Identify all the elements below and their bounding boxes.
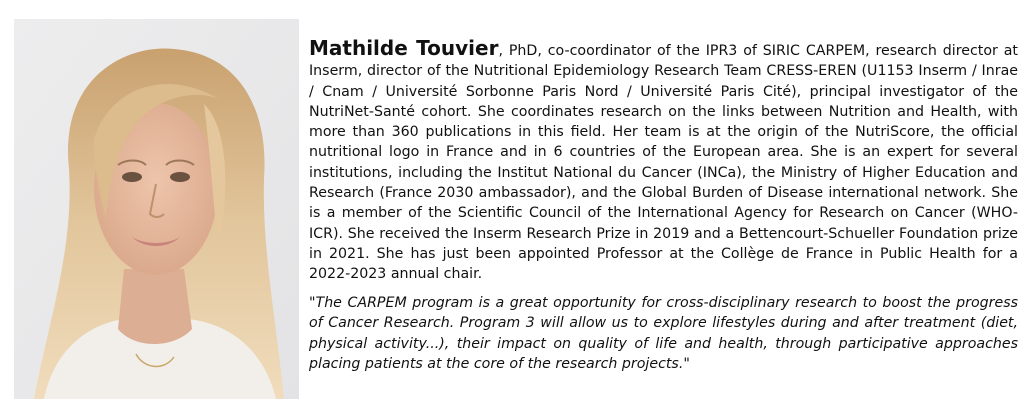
biography-text (309, 38, 1018, 285)
quote-text: "The CARPEM program is a great opportunity for cross-disciplinary research to boost the progress of Cancer Research. Program 3 will allow us to explore lifestyles during and after treatment (diet, physical activity...), their impact on quality of life and health, through participative approaches placing patients at the core of the research projects." (309, 295, 1018, 372)
portrait-photo (14, 19, 299, 399)
person-name: Mathilde Touvier (309, 36, 499, 60)
biography-body: , PhD, co-coordinator of the IPR3 of SIRIC CARPEM, research director at Inserm, director of the Nutritional Epidemiology Research Team CRESS-EREN (U1153 Inserm / Inrae / Cnam / Université Sorbonne Paris Nord / Université Paris Cité), principal investigator of the NutriNet-Santé cohort. She coordinates research on the links between Nutrition and Health, with more than 360 publications in this field. Her team is at the origin of the NutriScore, the official nutritional logo in France and in 6 countries of the European area. She is an expert for several institutions, including the Institut National du Cancer (INCa), the Ministry of Higher Education and Research (France 2030 ambassador), and the Global Burden of Disease international network. She is a member of the Scientific Council of the International Agency for Research on Cancer (WHO-ICR). She received the Inserm Research Prize in 2019 and a Bettencourt-Schueller Foundation prize in 2021. She has just been appointed Professor at the Collège de France in Public Health for a 2022-2023 annual chair. (309, 43, 1018, 283)
